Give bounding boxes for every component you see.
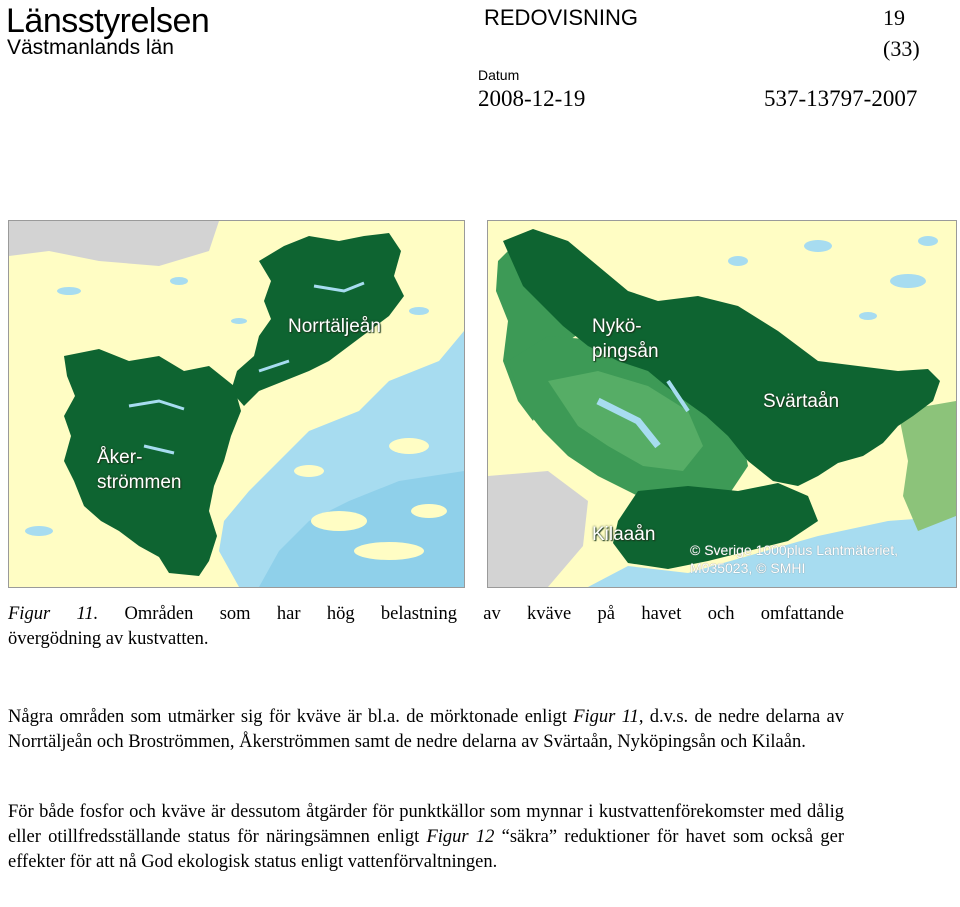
reference-number: 537-13797-2007 [764,86,918,111]
paragraph-2-intro: För både fosfor och kväve är dessutom åtgärder för punktkällor som mynnar i kustvattenförekomster med dålig eller otillfredsställande status för näringsämnen enligt [8,802,844,847]
paragraph-2 [8,800,844,875]
map-right [487,220,957,588]
label-nykopingsan-1: Nykö- [592,316,642,337]
map-left [8,220,465,588]
date-value: 2008-12-19 [478,86,586,111]
caption-text-1: Områden som har hög belastning av kväve på havet och omfattande [124,604,844,624]
map-copyright-line1: © Sverige 1000plus Lantmäteriet, [690,542,898,558]
label-nykopingsan-2: pingsån [592,341,659,362]
figure-caption-line1 [8,602,844,627]
label-kilaaan: Kilaaån [592,524,656,545]
label-norrtaljean: Norrtäljeån [288,316,381,337]
logo-subtitle: Västmanlands län [7,36,174,59]
map-left-graphic [9,221,464,587]
caption-label: Figur 11. [8,604,99,624]
paragraph-2-figure-ref: Figur 12 [426,827,495,847]
map-copyright-line2: M035023, © SMHI [690,560,806,576]
caption-text-2: övergödning av kustvatten. [8,629,209,649]
map-right-graphic [488,221,956,587]
paragraph-2-rest: “säkra” reduktioner för havet som också ger effekter för att nå God ekologisk status enligt vattenförvaltningen. [8,827,845,872]
label-akerstrommen-1: Åker- [97,447,143,468]
document-type: REDOVISNING [484,5,639,30]
date-label: Datum [478,67,520,83]
paragraph-1-intro: Några områden som utmärker sig för kväve är bl.a. de mörktonade enligt [8,707,574,727]
paragraph-1 [8,705,844,755]
logo-title: Länsstyrelsen [6,2,210,40]
label-svartaan: Svärtaån [763,391,840,412]
label-akerstrommen-2: strömmen [97,472,182,493]
paragraph-1-figure-ref: Figur 11 [573,707,639,727]
page-number: 19 [883,5,905,30]
paragraph-1-rest: , d.v.s. de nedre delarna av Norrtäljeån och Broströmmen, Åkerströmmen samt de nedre delarna av Svärtaån, Nyköpingsån och Kilaån. [8,707,844,752]
page-total: (33) [883,36,920,61]
